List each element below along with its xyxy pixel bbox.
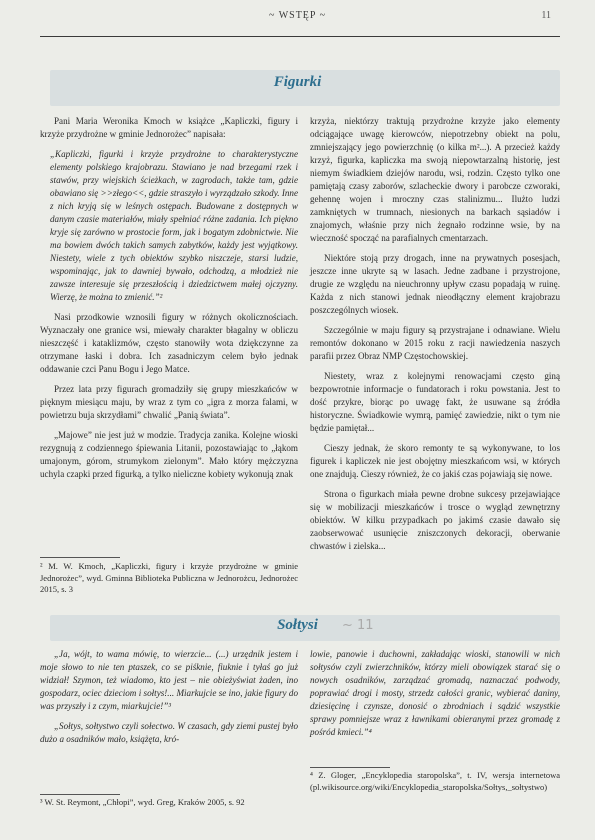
quote-block: „Ja, wójt, to wama mówię, to wierzcie... (...) urzędnik jestem i moje słowo to nie ten ptaszek, co se piśknie, fiuknie i tyłaś go już widział! Szymon, też wiadomo, kto jest – nie obieżyświat żaden, ino gospodarz, ociec dzieciom i sołtys!... Miarkujcie se ino, jakie figury do was przyszły i z czym, miarkujcie!”³ bbox=[40, 649, 298, 711]
footnote-4: ⁴ Z. Gloger, „Encyklopedia staropolska”, t. IV, wersja internetowa (pl.wikisource.org/wiki/Encyklopedia_staropolska/Sołtys,_sołtystwo) bbox=[310, 770, 560, 792]
section-title-soltysi: Sołtysi bbox=[277, 617, 318, 633]
footnote-rule bbox=[310, 767, 390, 768]
column-right-soltysi bbox=[310, 648, 560, 739]
quote-block: „Kapliczki, figurki i krzyże przydrożne to charakterystyczne elementy polskiego krajobrazu. Stawiano je nad brzegami rzek i stawów, przy wiejskich ścieżkach, w zagrodach, także tam, gdzie obawiano się >>złego<<, gdzie straszyło i wyrządzało szkody. Inne z nich kryją się w leśnych ostępach. Budowane z dostępnych w danym czasie materiałów, miały spełniać różne zadania. Ich piękno kryje się zarówno w prostocie form, jak i bogatym zdobnictwie. Nie ma bowiem dwóch takich samych zabytków, każdy jest wyjątkowy. Niestety, wiele z tych obiektów szybko niszczeje, starsi ludzie, wspominając, jak to dawniej bywało, odchodzą, a młodzież nie zawsze interesuje się przeszłością i dziedzictwem małej ojczyzny. Wierzę, że można to zmienić.”² bbox=[50, 149, 298, 302]
paragraph: „Majowe” nie jest już w modzie. Tradycja zanika. Kolejne wioski rezygnują z codziennego śpiewania Litanii, pozostawiając to „łąkom umajonym, górom, strumykom zielonym”. Mało który mężczyzna uchyla czapki przed figurką, a tylko nieliczne kobiety wykonują znak bbox=[40, 430, 298, 479]
quote-block: „Sołtys, sołtystwo czyli sołectwo. W czasach, gdy ziemi pustej było dużo a osadników mało, książęta, kró- bbox=[40, 721, 298, 744]
paragraph: Szczególnie w maju figury są przystrajane i odnawiane. Wielu remontów dokonano w 2015 roku z racji nawiedzenia naszych parafii przez Obraz NMP Częstochowskiej. bbox=[310, 325, 560, 361]
footnote-rule bbox=[40, 557, 120, 558]
column-left-figurki bbox=[40, 115, 298, 481]
paragraph: krzyża, niektórzy traktują przydrożne krzyże jako elementy odciągające uwagę kierowców, niepotrzebny obiekt na polu, zmniejszający jego powierzchnię (o kilka m²...). A przecież każdy krzyż, figurka, kapliczka ma swoją niepowtarzalną historię, jest niemym świadkiem dziejów narodu, wsi, rodzin. Często tylko one pamiętają czasy zaborów, szlacheckie dwory i parobcze czworaki, gehennę wojen i mroczny czas stalinizmu... Ilużto ludzi zamkniętych w trumnach, niesionych na barkach sąsiadów i znajomych, właśnie przy nich żegnało rodzinne wsie, by na wieczność spocząć na parafialnych cmentarzach. bbox=[310, 116, 560, 243]
paragraph: Niektóre stoją przy drogach, inne na prywatnych posesjach, jeszcze inne ukryte są w lasach. Jedne zadbane i przystrojone, drugie ze względu na nieuchronny upływ czasu popadają w ruinę. Każda z nich stanowi jednak nieodłączny element krajobrazu poszczególnych wiosek. bbox=[310, 253, 560, 315]
column-right-figurki bbox=[310, 115, 560, 553]
footnote-rule bbox=[40, 794, 120, 795]
page-number: 11 bbox=[541, 10, 551, 21]
paragraph: Strona o figurkach miała pewne drobne sukcesy przejawiające się w mobilizacji mieszkańców i trosce o wygląd zewnętrzny obiektów. W kilku przypadkach po jakimś czasie dawało się zaobserwować usunięcie zniszczonych dekoracji, oberwanie chwastów i zielska... bbox=[310, 489, 560, 551]
paragraph: Nasi przodkowie wznosili figury w różnych okolicznościach. Wyznaczały one granice wsi, miewały charakter błagalny w obliczu nieszczęść i kataklizmów, często stanowiły wota dziękczynne za otrzymane łaski i dobra. Ich zasadniczym celem było jednak oddawanie czci Panu Bogu i Jego Matce. bbox=[40, 312, 298, 374]
paragraph: Przez lata przy figurach gromadziły się grupy mieszkańców w pięknym miesiącu maju, by wraz z tym co „igra z morza falami, w powietrzu buja skrzydłami” chwalić „Panią świata”. bbox=[40, 384, 298, 420]
quote-block: lowie, panowie i duchowni, zakładając wioski, stanowili w nich sołtysów czyli zwierzchników, którzy mieli obowiązek starać się o nowych osadników, zarządzać gromadą, naznaczać podwody, poprawiać drogi i mosty, strzedz całości granic, wybierać daniny, dziesięcinę i czynsze, donosić o zbrodniach i sądzić wszystkie sprawy pomniejsze wraz z ławnikami obieranymi przez gromadę z pośród kmieci.”⁴ bbox=[310, 649, 560, 737]
footnote-3: ³ W. St. Reymont, „Chłopi”, wyd. Greg, Kraków 2005, s. 92 bbox=[40, 797, 245, 807]
section-title-figurki: Figurki bbox=[273, 74, 322, 90]
running-head: ~ WSTĘP ~ bbox=[268, 10, 327, 21]
column-left-soltysi bbox=[40, 648, 298, 746]
handwritten-mark: ~ 11 bbox=[342, 618, 374, 633]
paragraph: Pani Maria Weronika Kmoch w książce „Kapliczki, figury i krzyże przydrożne w gminie Jednorożec” napisała: bbox=[40, 116, 298, 139]
footnote-2: ² M. W. Kmoch, „Kapliczki, figury i krzyże przydrożne w gminie Jednorożec”, wyd. Gminna Biblioteka Publiczna w Jednorożcu, Jednorożec 2015, s. 3 bbox=[40, 561, 298, 594]
header-rule bbox=[40, 36, 560, 37]
paragraph: Cieszy jednak, że skoro remonty te są wykonywane, to los figurek i kapliczek nie jest obojętny mieszkańcom wsi, w których one znajdują. Cieszy również, że co jakiś czas pojawiają się nowe. bbox=[310, 443, 560, 479]
paragraph: Niestety, wraz z kolejnymi renowacjami często giną bezpowrotnie informacje o fundatorach i roku powstania. Jest to dość przykre, biorąc po uwagę fakt, że usuwane są źródła historyczne. Świadkowie wymrą, pamięć zawiedzie, nikt o tym nie będzie pamiętał... bbox=[310, 371, 560, 433]
